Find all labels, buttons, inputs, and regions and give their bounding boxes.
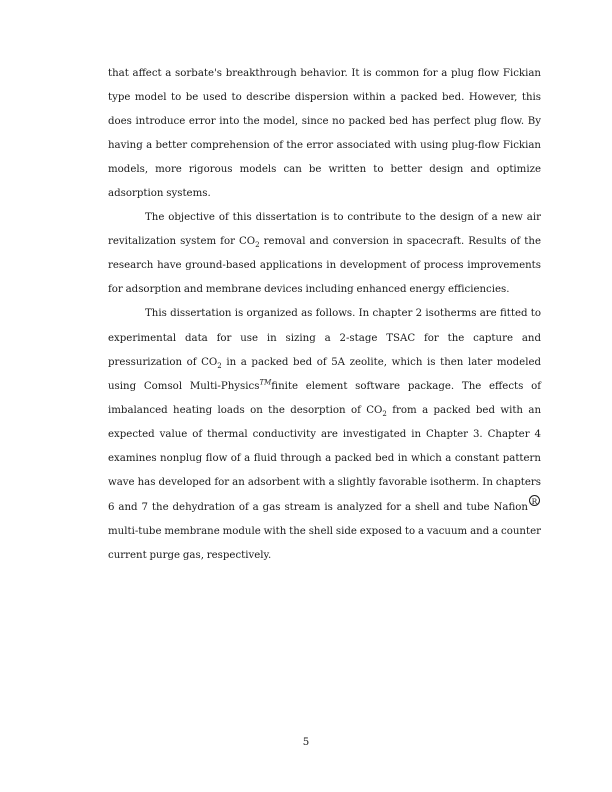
body-text: [108, 62, 541, 568]
organization-text-5: multi-tube membrane module with the shell side exposed to a vacuum and a counter current purge gas, respectively.: [108, 525, 541, 561]
organization-text-1: This dissertation is organized as follows. In chapter 2 isotherms are fitted to experimental data for use in sizing a 2-stage TSAC for the capture and pressurization of CO: [108, 308, 541, 368]
co2-subscript: 2: [255, 241, 260, 250]
page-number: 5: [302, 737, 310, 748]
objective-text-1: The objective of this dissertation is to contribute to the design of a new air revitalization system for CO: [108, 212, 541, 248]
registered-trademark-icon: R: [529, 495, 540, 506]
paragraph-continuation: that affect a sorbate's breakthrough behavior. It is common for a plug flow Fickian type model to be used to describe dispersion within a packed bed. However, this does introduce error into the model, since no packed bed has perfect plug flow. By having a better comprehension of the error associated with using plug-flow Fickian models, more rigorous models can be written to better design and optimize adsorption systems.: [108, 68, 541, 200]
objective-text-2: removal and conversion in spacecraft. Results of the research have ground-based applications in development of process improvements for adsorption and membrane devices including enhanced energy efficiencies.: [108, 236, 541, 296]
paragraph-organization: [108, 302, 541, 568]
organization-text-2: in a packed bed of 5A zeolite, which is then later modeled using Comsol Multi-Physics: [108, 356, 542, 392]
organization-text-3: finite element software package. The effects of imbalanced heating loads on the desorption of CO: [108, 380, 541, 416]
co2-subscript: 2: [382, 409, 387, 418]
trademark-superscript: TM: [259, 378, 272, 387]
organization-text-4: from a packed bed with an expected value of thermal conductivity are investigated in Chapter 3. Chapter 4 examines nonplug flow of a fluid through a packed bed in which a constant pattern wave has developed for an adsorbent with a slightly favorable isotherm. In chapters 6 and 7 the dehydration of a gas stream is analyzed for a shell and tube Nafion: [108, 404, 542, 513]
co2-subscript: 2: [217, 361, 222, 370]
paragraph-objective: [108, 206, 541, 302]
